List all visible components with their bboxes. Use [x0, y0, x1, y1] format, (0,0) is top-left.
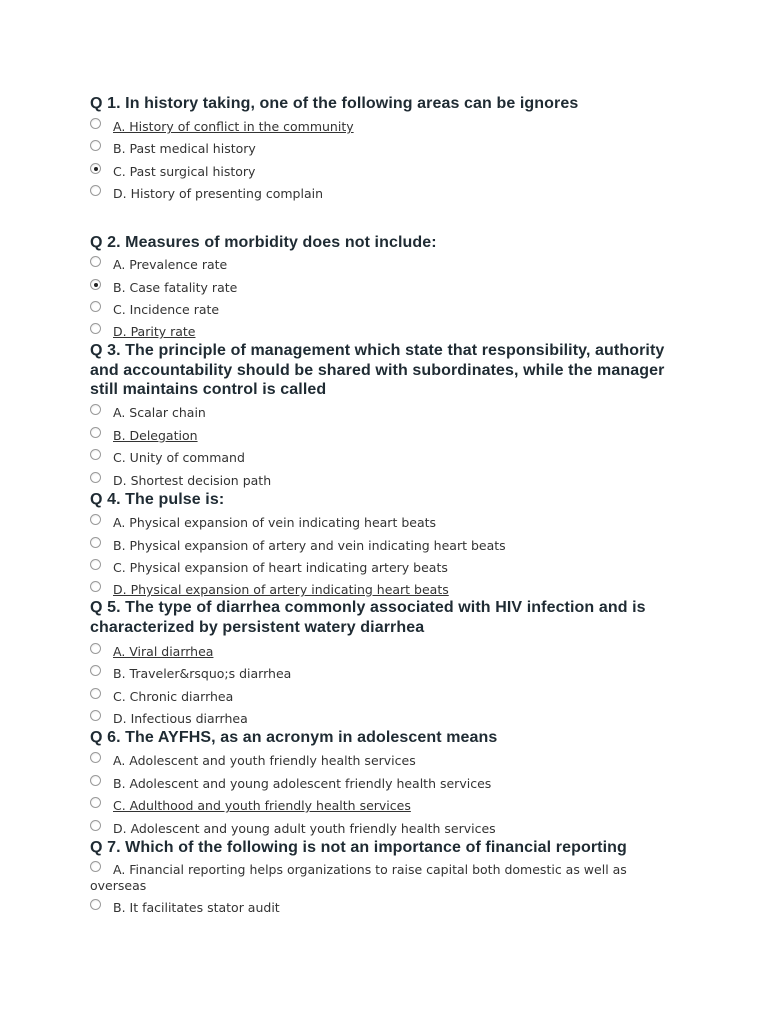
option-label: B. Traveler&rsquo;s diarrhea: [113, 666, 292, 681]
option-q1-b[interactable]: [90, 141, 690, 157]
option-label: D. Infectious diarrhea: [113, 711, 248, 726]
option-q5-b[interactable]: [90, 666, 690, 682]
option-q5-c[interactable]: [90, 689, 690, 705]
question-title-3: Q 3. The principle of management which state that responsibility, authority and accountability should be shared with subordinates, while the manager still maintains control is called: [90, 342, 665, 398]
option-q3-c[interactable]: [90, 450, 690, 466]
option-label: B. Past medical history: [113, 141, 256, 156]
option-q2-a[interactable]: [90, 257, 690, 273]
option-q6-d[interactable]: [90, 821, 690, 837]
question-title-4: Q 4. The pulse is:: [90, 491, 225, 508]
option-label: A. Adolescent and youth friendly health services: [113, 753, 416, 768]
option-q2-d[interactable]: [90, 324, 690, 340]
option-q4-b[interactable]: [90, 538, 690, 554]
option-q6-a[interactable]: [90, 753, 690, 769]
option-q3-b[interactable]: [90, 428, 690, 444]
question-title-7: Q 7. Which of the following is not an importance of financial reporting: [90, 839, 627, 856]
question-title-2: Q 2. Measures of morbidity does not include:: [90, 234, 437, 251]
option-label: B. It facilitates stator audit: [113, 900, 280, 915]
option-label: C. Unity of command: [113, 450, 245, 465]
option-label: B. Delegation: [113, 428, 198, 443]
option-label: A. Financial reporting helps organizations to raise capital both domestic as well as overseas: [90, 862, 627, 893]
option-label: D. Parity rate: [113, 324, 196, 339]
option-label: D. History of presenting complain: [113, 186, 324, 201]
option-label: D. Physical expansion of artery indicating heart beats: [113, 582, 449, 597]
question-title-6: Q 6. The AYFHS, as an acronym in adolescent means: [90, 729, 498, 746]
option-q1-c[interactable]: [90, 164, 690, 180]
option-q2-c[interactable]: [90, 302, 690, 318]
option-q5-a[interactable]: [90, 644, 690, 660]
option-label: D. Shortest decision path: [113, 473, 272, 488]
option-label: A. Physical expansion of vein indicating heart beats: [113, 515, 437, 530]
option-label: A. Scalar chain: [113, 405, 206, 420]
option-q7-a[interactable]: [90, 862, 650, 894]
option-label: A. Viral diarrhea: [113, 644, 214, 659]
option-q7-b[interactable]: [90, 900, 690, 916]
option-q5-d[interactable]: [90, 711, 690, 727]
option-q4-d[interactable]: [90, 582, 690, 598]
option-q6-b[interactable]: [90, 776, 690, 792]
option-label: C. Incidence rate: [113, 302, 220, 317]
option-label: C. Chronic diarrhea: [113, 689, 234, 704]
option-label: C. Physical expansion of heart indicating artery beats: [113, 560, 448, 575]
option-q4-a[interactable]: [90, 515, 690, 531]
option-label: C. Past surgical history: [113, 164, 256, 179]
option-q2-b[interactable]: [90, 280, 690, 296]
option-q3-a[interactable]: [90, 405, 690, 421]
option-label: D. Adolescent and young adult youth friendly health services: [113, 821, 496, 836]
option-q1-a[interactable]: [90, 119, 690, 135]
option-label: A. History of conflict in the community: [113, 119, 354, 134]
option-q4-c[interactable]: [90, 560, 690, 576]
option-label: C. Adulthood and youth friendly health services: [113, 798, 411, 813]
option-label: B. Adolescent and young adolescent friendly health services: [113, 776, 492, 791]
option-label: B. Physical expansion of artery and vein indicating heart beats: [113, 538, 506, 553]
option-q3-d[interactable]: [90, 473, 690, 489]
option-label: B. Case fatality rate: [113, 280, 238, 295]
option-label: A. Prevalence rate: [113, 257, 228, 272]
question-title-1: Q 1. In history taking, one of the following areas can be ignores: [90, 95, 579, 112]
option-q1-d[interactable]: [90, 186, 690, 202]
question-title-5: Q 5. The type of diarrhea commonly associated with HIV infection and is characterized by persistent watery diarrhea: [90, 599, 646, 636]
option-q6-c[interactable]: [90, 798, 690, 814]
